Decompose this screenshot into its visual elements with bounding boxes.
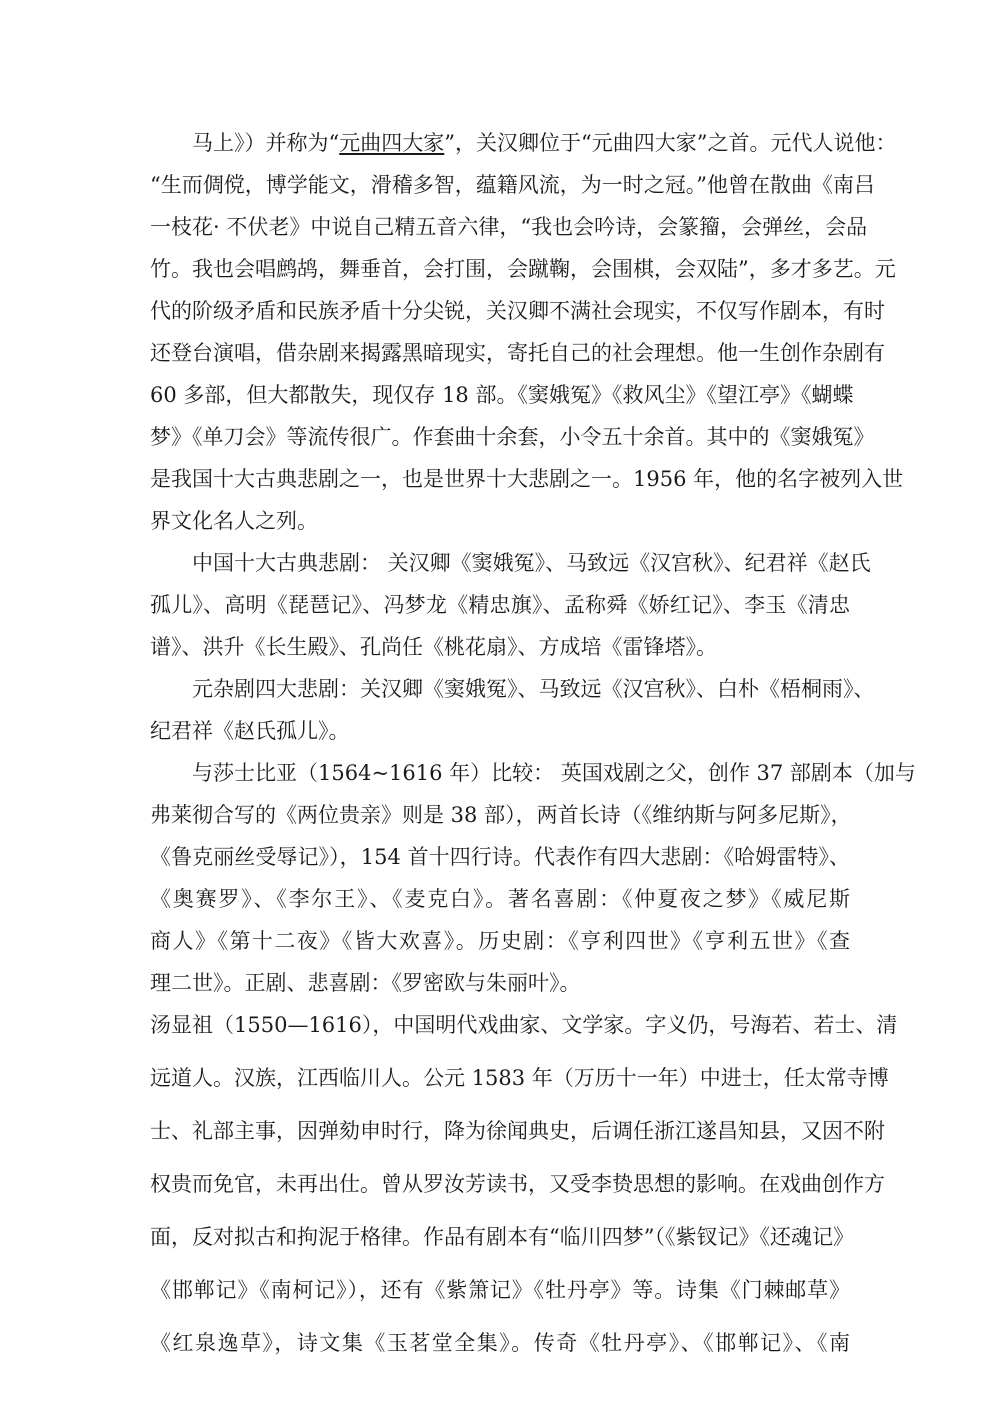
text-line: “生而倜傥，博学能文，滑稽多智，蕴籍风流，为一时之冠。”他曾在散曲《南吕 (150, 173, 875, 197)
underlined-term: 元曲四大家 (339, 131, 445, 155)
text-span: ”，关汉卿位于“元曲四大家”之首。元代人说他： (444, 131, 897, 155)
text-line: 界文化名人之列。 (150, 509, 318, 533)
text-line: 一枝花· 不伏老》中说自己精五音六律，“我也会吟诗，会篆籀，会弹丝，会品 (150, 215, 868, 239)
text-line: 面，反对拟古和拘泥于格律。作品有剧本有“临川四梦”（《紫钗记》《还魂记》 (150, 1225, 854, 1249)
text-line: 60 多部，但大都散失，现仅存 18 部。《窦娥冤》《救风尘》《望江亭》《蝴蝶 (150, 383, 854, 407)
text-line: 元杂剧四大悲剧：关汉卿《窦娥冤》、马致远《汉宫秋》、白朴《梧桐雨》、 (192, 677, 875, 701)
text-line: 竹。我也会唱鹧鸪，舞垂首，会打围，会蹴鞠，会围棋，会双陆”，多才多艺。元 (150, 257, 896, 281)
text-line: 权贵而免官，未再出仕。曾从罗汝芳读书，又受李贽思想的影响。在戏曲创作方 (150, 1172, 885, 1196)
text-line: 代的阶级矛盾和民族矛盾十分尖锐，关汉卿不满社会现实，不仅写作剧本，有时 (150, 299, 885, 323)
text-line: 《邯郸记》《南柯记》），还有《紫箫记》《牡丹亭》等。诗集《门棘邮草》 (150, 1278, 850, 1302)
text-line: 《红泉逸草》，诗文集《玉茗堂全集》。传奇《牡丹亭》、《邯郸记》、《南 (150, 1331, 850, 1355)
text-line: 《奥赛罗》、《李尔王》、《麦克白》。著名喜剧：《仲夏夜之梦》《威尼斯 (150, 887, 850, 911)
text-line: 远道人。汉族，江西临川人。公元 1583 年（万历十一年）中进士，任太常寺博 (150, 1066, 889, 1090)
text-line: 孤儿》、高明《琵琶记》、冯梦龙《精忠旗》、孟称舜《娇红记》、李玉《清忠 (150, 593, 850, 617)
text-line (192, 128, 897, 158)
text-line: 弗莱彻合写的《两位贵亲》则是 38 部），两首长诗（《维纳斯与阿多尼斯》， (150, 803, 852, 827)
text-line: 士、礼部主事，因弹劾申时行，降为徐闻典史，后调任浙江遂昌知县，又因不附 (150, 1119, 885, 1143)
text-line: 商人》《第十二夜》《皆大欢喜》。历史剧：《亨利四世》《亨利五世》《查 (150, 929, 850, 953)
text-line: 《鲁克丽丝受辱记》），154 首十四行诗。代表作有四大悲剧：《哈姆雷特》、 (150, 845, 850, 869)
text-line: 汤显祖（1550—1616），中国明代戏曲家、文学家。字义仍，号海若、若士、清 (150, 1013, 898, 1037)
text-span: 马上》）并称为“ (192, 131, 340, 155)
text-line: 是我国十大古典悲剧之一，也是世界十大悲剧之一。1956 年，他的名字被列入世 (150, 467, 904, 491)
text-line: 理二世》。正剧、悲喜剧：《罗密欧与朱丽叶》。 (150, 971, 581, 995)
text-line: 与莎士比亚（1564~1616 年）比较： 英国戏剧之父，创作 37 部剧本（加与 (192, 761, 916, 785)
text-line: 中国十大古典悲剧： 关汉卿《窦娥冤》、马致远《汉宫秋》、纪君祥《赵氏 (192, 551, 871, 575)
text-line: 还登台演唱，借杂剧来揭露黑暗现实，寄托自己的社会理想。他一生创作杂剧有 (150, 341, 885, 365)
text-line: 谱》、洪升《长生殿》、孔尚任《桃花扇》、方成培《雷锋塔》。 (150, 635, 717, 659)
text-line: 梦》《单刀会》等流传很广。作套曲十余套，小令五十余首。其中的《窦娥冤》 (150, 425, 875, 449)
text-line: 纪君祥《赵氏孤儿》。 (150, 719, 350, 743)
